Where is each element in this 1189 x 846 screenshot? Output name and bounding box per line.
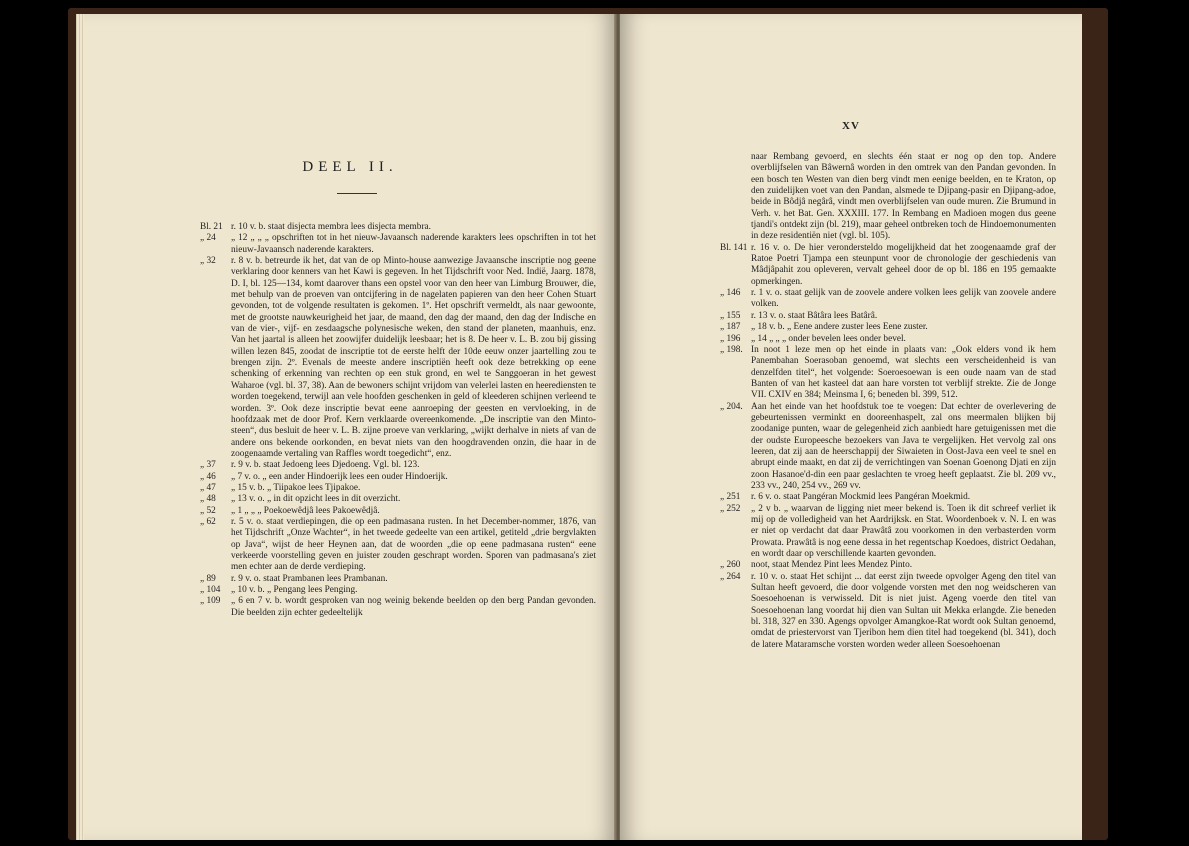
errata-entry [720,322,1056,333]
entry-label: „ 89 [200,573,216,584]
errata-entry [200,585,596,596]
heading-rule [337,193,377,194]
entry-text: r. 10 v. o. staat Het schijnt ... dat eerst zijn tweede opvolger Ageng den titel van Sultan heeft gevoerd, die door volgende vorsten met den nog weidscheren van Soesoehoenan is verwisseld. Dit is niet juist. Ageng voerde den titel van Soesoehoenan lang voordat hij dien van Sultan uit Mekka erlangde. Zie beneden bl. 318, 327 en 330. Agengs opvolger Amangkoe-Rat wordt ook Sultan genoemd, omdat de priestervorst van Tjeribon hem dien titel had toegekend (bl. 341), doch de latere Mataramsche vorsten worden weder alleen Soesoehoenan [751,571,1056,650]
errata-entry [200,506,596,517]
errata-entry [200,460,596,471]
errata-entry [720,492,1056,503]
entry-text: „ 18 v. b. „ Eene andere zuster lees Eene zuster. [751,322,928,333]
errata-entry [200,472,596,483]
entry-label: „ 155 [720,310,741,321]
entry-label: „ 37 [200,460,216,471]
entry-label: „ 46 [200,471,216,482]
entry-label: „ 198. [720,344,743,355]
errata-entry [720,334,1056,345]
errata-entry [720,402,1056,493]
section-heading: DEEL II. [302,159,398,175]
errata-list-right [720,152,1056,651]
errata-entry [200,483,596,494]
errata-entry [720,243,1056,288]
entry-text: r. 1 v. o. staat gelijk van de zoovele andere volken lees gelijk van zoovele andere volken. [751,288,1056,310]
entry-text: „ 6 en 7 v. b. wordt gesproken van nog weinig bekende beelden op den berg Pandan gevonden. Die beelden zijn echter gedeeltelijk [231,596,596,618]
errata-list-left [200,222,596,619]
entry-text: „ 15 v. b. „ Tiipakoe lees Tjipakoe. [231,482,361,493]
entry-label: „ 47 [200,482,216,493]
entry-label: „ 252 [720,503,741,514]
errata-entry [720,345,1056,402]
entry-label: „ 24 [200,233,216,244]
entry-label: „ 204. [720,401,743,412]
entry-text: „ 10 v. b. „ Pengang lees Penging. [231,585,358,595]
entry-label: „ 62 [200,516,216,527]
entry-label: „ 251 [720,492,741,503]
entry-label: „ 104 [200,585,221,595]
entry-text: „ 7 v. o. „ een ander Hindoerijk lees een ouder Hindoerijk. [231,471,448,482]
entry-text: naar Rembang gevoerd, en slechts één staat er nog op den top. Andere overblijfselen van Bâwernâ worden in den omtrek van den Pandan gevonden. In een bosch ten Westen van dien berg vindt men eenige beelden, en te Kraton, op den zuidelijken voet van den Pandan, alsmede te Djipang-pasir en Djipang-adoe, beide in Bôdjâ negârâ, vindt men overblijfselen van oude muren. Zie Brumund in Verh. v. het Bat. Gen. XXXIII. 177. In Rembang en Madioen mogen dus geene tjandi's ontdekt zijn (bl. 219), maar geheel ontbreken toch de Hindoemonumenten in deze residentiën niet (vgl. bl. 105). [751,152,1056,242]
entry-text: r. 8 v. b. betreurde ik het, dat van de op Minto-house aanwezige Javaansche inscriptie nog geene verklaring door kenners van het Kawi is gegeven. In het Tijdschrift voor Ned. Indië, Jaarg. 1878, D. I, bl. 125—134, komt daarover thans een opstel voor van den heer van Limburg Brouwer, die, met behulp van de proeven van ontcijfering in de nagelaten papieren van den heer Cohen Stuart gevonden, tot de volgende resultaten is gekomen. 1º. Het opschrift vermeldt, als naar gewoonte, met de grootste nauwkeurigheid het jaar, de maand, den dag der maand, den dag der Indische en van de vier-, vijf- en zesdaagsche polynesische weken, den stand der planeten, maanhuis, enz. Van het jaartal is alleen het zoowijfer duidelijk leesbaar; het is 8. De heer v. L. B. zou bij gissing willen lezen 845, zoodat de inscriptie tot de eerste helft der 10de eeuw onzer jaartelling zou te brengen zijn. 2º. Evenals de meeste andere inscriptiën heeft ook deze betrekking op eene schenking of erkenning van rechten op een stuk grond, en wel te Sanggoeran in het gewest Waharoe (vgl. bl. 37, 38). Aan de bewoners schijnt vrijdom van velerlei lasten en heerediensten te worden toegekend, terwijl aan vele hoofden geschenken in geld of kleederen schijnen verleend te worden. 3º. Ook deze inscriptie bevat eene aanroeping der geesten en vervloeking, in de hoofdzaak met de door Prof. Kern verklaarde overeenkomende. „De inscriptie van den Minto-steen“, dus besluit de heer v. L. B. zijne proeve van verklaring, „wijkt derhalve in niets af van de andere ons bekende oorkonden, en bevat niets van den hoogdravenden onzin, die haar in de zoogenaamde vertaling van Raffles wordt toegedicht“, enz. [231,256,596,459]
entry-text: Aan het einde van het hoofdstuk toe te voegen: Dat echter de overlevering de gebeurtenissen verminkt en dooreenhaspelt, zal ons meermalen blijken bij zoodanige punten, waar de gelegenheid zich aanbiedt hare getuigenissen met die der oudste Europeesche bezoekers van Java te vergelijken. Het vervolg zal ons leeren, dat zij aan de heerschappij der Siwaieten in Oost-Java een veel te snel en abrupt einde maakt, en dat zij de verrichtingen van Soenan Goenong Djati en zijn zoon Hasanoe'd-din een paar geslachten te vroeg heeft geplaatst. Zie bl. 209 vv., 233 vv., 240, 254 vv., 269 vv. [751,401,1056,491]
entry-text: „ 14 „ „ „ onder bevelen lees onder bevel. [751,333,906,344]
errata-continuation [720,152,1056,243]
errata-entry [200,494,596,505]
entry-label: „ 48 [200,494,216,505]
entry-label: „ 187 [720,322,741,333]
errata-entry [200,574,596,585]
entry-text: noot, staat Mendez Pint lees Mendez Pinto. [751,560,913,571]
errata-entry [720,288,1056,311]
page-edges [76,14,84,840]
entry-label: „ 109 [200,596,221,607]
entry-text: r. 13 v. o. staat Bâtâra lees Batârâ. [751,310,878,321]
entry-label: Bl. 21 [200,222,223,232]
errata-entry [200,517,596,574]
errata-entry [720,311,1056,322]
entry-text: r. 9 v. b. staat Jedoeng lees Djedoeng. Vgl. bl. 123. [231,460,420,471]
entry-text: r. 10 v. b. staat disjecta membra lees disjecta membra. [231,222,431,232]
right-page [620,14,1082,840]
errata-entry [200,222,596,233]
entry-text: „ 2 v b. „ waarvan de ligging niet meer bekend is. Toen ik dit schreef verliet ik mij op de volledigheid van het Aardrijksk. en Stat. Woordenboek v. N. I. en was er niet op verdacht dat daar Prawâtâ zou voorkomen in den verbasterden vorm Prowata. Prawâtâ is nog eene dessa in het regentschap Koedoes, district Oedahan, en wordt daar op verschillende kaarten gevonden. [751,503,1056,560]
errata-entry [720,504,1056,561]
entry-label: „ 146 [720,288,741,299]
entry-text: r. 6 v. o. staat Pangéran Mockmid lees Pangéran Moekmid. [751,492,971,503]
entry-text: r. 5 v. o. staat verdiepingen, die op een padmasana rusten. In het December-nommer, 1876, van het Tijdschrift „Onze Wachter“, in het tweede gedeelte van een artikel, getiteld „drie bergvlakten op Java“, wijst de heer Heynen aan, dat de woorden „die op eene padmasana rusten“ eene verkeerde voorstelling geven en juister zouden geschrapt worden. Sporen van padmasana's ziet men echter aan de derde verdieping. [231,516,596,573]
page-number: XV [842,120,860,132]
entry-label: „ 32 [200,256,216,267]
entry-text: r. 16 v. o. De hier verondersteldo mogelijkheid dat het zoogenaamde graf der Ratoe Poetri Tjampa een steunpunt voor de chronologie der geschiedenis van Mâdjâpahit zou opleveren, vervalt geheel door de op bl. 186 en 195 gemaakte opmerkingen. [751,242,1056,287]
entry-label: „ 260 [720,560,741,571]
errata-entry [720,560,1056,571]
entry-text: r. 9 v. o. staat Prambanen lees Prambanan. [231,573,388,584]
errata-entry [200,233,596,256]
left-page [84,14,616,840]
errata-entry [720,572,1056,651]
entry-text: „ 1 „ „ „ Poekoewêdjâ lees Pakoewêdjâ. [231,505,380,516]
entry-text: In noot 1 leze men op het einde in plaats van: „Ook elders vond ik hem Panembahan Soerasoban genoemd, wat slechts een verscheidenheid is van denzelfden titel“, het volgende: Soeroesoewan is een oude naam van de stad Banten of van het kasteel dat aan hare vorsten tot verblijf strekte. Zie de Jonge VII. CXIV en 384; Meinsma I, 6; beneden bl. 399, 512. [751,344,1056,401]
errata-entry [200,596,596,619]
entry-label: „ 264 [720,571,741,582]
entry-text: „ 12 „ „ „ opschriften tot in het nieuw-Javaansch naderende karakters lees opschriften in tot het nieuw-Javaansch naderende karakters. [231,233,596,255]
errata-entry [200,256,596,460]
entry-label: „ 52 [200,505,216,516]
entry-label: „ 196 [720,333,741,344]
entry-label: Bl. 141 [720,242,748,253]
entry-text: „ 13 v. o. „ in dit opzicht lees in dit overzicht. [231,494,401,505]
